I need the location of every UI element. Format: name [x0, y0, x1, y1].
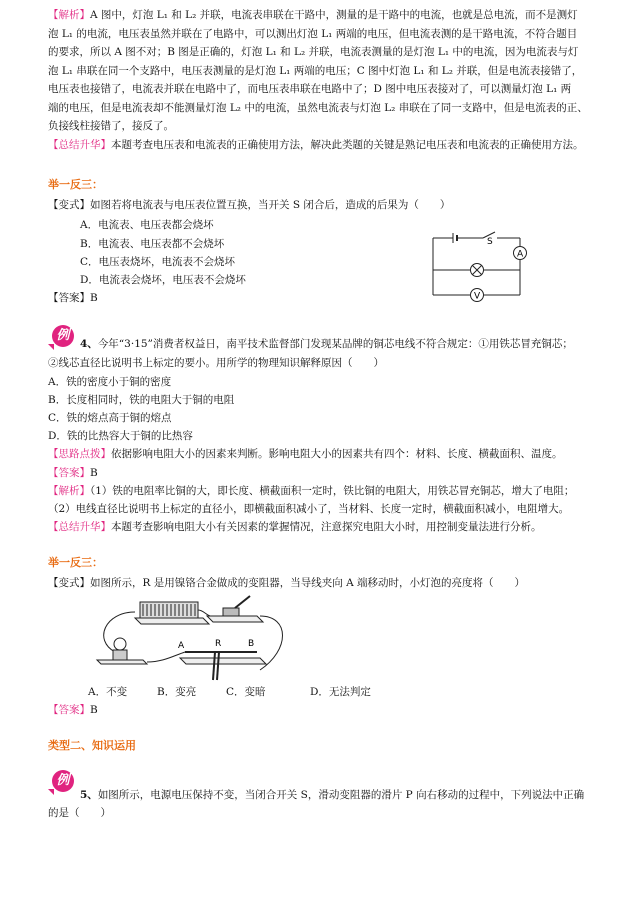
example4-analysis-2: （2）电线直径比说明书上标定的直径小，即横截面积减小了，当材料、长度一定时，横截面积减小，电阻增大。: [48, 503, 570, 515]
rheostat-apparatus-diagram: [85, 590, 325, 682]
analysis-line-4: 泡 L₁ 串联在同一个支路中，电压表测量的是灯泡 L₁ 两端的电压；C 图中灯泡 L₁ 和 L₂ 并联，但是电流表接错了，: [48, 64, 583, 77]
practice2-answer: 【答案】B: [48, 704, 98, 716]
lamp-base: [97, 660, 147, 664]
example4-option-b: B．长度相同时，铁的电阻大于铜的电阻: [48, 394, 235, 406]
label-r: R: [215, 639, 222, 649]
knife-switch-base: [207, 616, 263, 622]
rheostat-base: [180, 658, 266, 664]
practice2-option-d: D．无法判定: [310, 686, 371, 698]
example-badge-4: 例: [52, 325, 74, 347]
practice1-question: 【变式】如图若将电流表与电压表位置互换，当开关 S 闭合后，造成的后果为（ ）: [48, 199, 451, 211]
practice1-option-d: D．电流表会烧坏，电压表不会烧坏: [80, 274, 246, 286]
example5-stem-1: 5、如图所示，电源电压保持不变，当闭合开关 S，滑动变阻器的滑片 P 向右移动的过程中，下列说法中正确: [80, 789, 585, 801]
practice2-option-c: C．变暗: [226, 686, 266, 698]
label-b: B: [248, 639, 255, 649]
example4-option-a: A．铁的密度小于铜的密度: [48, 376, 172, 388]
voltmeter-label: V: [474, 291, 481, 302]
summary-line: 【总结升华】本题考查电压表和电流表的正确使用方法，解决此类题的关键是熟记电压表和电流表的正确使用方法。: [48, 138, 584, 151]
practice1-answer: 【答案】B: [48, 292, 98, 304]
switch-label: S: [487, 237, 493, 247]
practice1-option-a: A．电流表、电压表都会烧坏: [80, 219, 214, 231]
circuit-diagram-1: [425, 228, 535, 306]
example5-stem-2: 的是（ ）: [48, 807, 111, 819]
example-badge-5: 例: [52, 770, 74, 792]
analysis-block: [48, 6, 608, 154]
summary-tag: 【总结升华】: [48, 138, 111, 151]
label-a: A: [178, 641, 185, 651]
practice2-option-a: A．不变: [88, 686, 128, 698]
example4-hint: 【思路点拨】依据影响电阻大小的因素来判断。影响电阻大小的因素共有四个：材料、长度、横截面积、温度。: [48, 448, 563, 460]
ammeter-label: A: [517, 249, 524, 260]
example4-option-d: D．铁的比热容大于铜的比热容: [48, 430, 193, 442]
example4-stem-1: 4、今年“3·15”消费者权益日，南平技术监督部门发现某品牌的铜芯电线不符合规定：①用铁芯冒充铜芯；: [80, 338, 573, 350]
practice1-option-b: B．电流表、电压表都不会烧坏: [80, 238, 225, 250]
analysis-line-3: 的要求，所以 A 图不对；B 图是正确的，灯泡 L₁ 和 L₂ 并联，电流表测量的是灯泡 L₁ 中的电流，因为电流表与灯: [48, 46, 579, 58]
practice2-option-b: B．变亮: [157, 686, 197, 698]
example4-summary: 【总结升华】本题考查影响电阻大小有关因素的掌握情况，注意探究电阻大小时，用控制变量法进行分析。: [48, 521, 542, 533]
bulb: [114, 638, 126, 650]
top-resistor-box: [140, 602, 198, 618]
example4-answer: 【答案】B: [48, 467, 98, 479]
analysis-line-7: 负接线柱接错了，接反了。: [48, 120, 174, 132]
analysis-line-1: 【解析】A 图中，灯泡 L₁ 和 L₂ 并联，电流表串联在干路中，测量的是干路中的电流，也就是总电流，而不是测灯: [48, 9, 578, 21]
analysis-line-2: 泡 L₁ 的电流，电压表虽然并联在了电路中，可以测出灯泡 L₁ 两端的电压，但电流表测的是干路电流，不符合题目: [48, 27, 578, 40]
example4-stem-2: ②线芯直径比说明书上标定的要小。用所学的物理知识解释原因（ ）: [48, 357, 384, 369]
analysis-line-6: 端的电压，但是电流表却不能测量灯泡 L₂ 中的电流，虽然电流表与灯泡 L₂ 串联在了同一支路中，但是电流表的正、: [48, 101, 588, 114]
example4-option-c: C．铁的熔点高于铜的熔点: [48, 412, 172, 424]
analysis-line-5: 电压表也接错了，电流表并联在电路中了，而电压表串联在电路中了；D 图中电压表接对了，可以测量灯泡 L₁ 两: [48, 83, 572, 95]
type-two-heading: 类型二、知识运用: [48, 739, 136, 752]
analysis-tag: 【解析】: [48, 9, 90, 21]
practice2-question: 【变式】如图所示，R 是用镍铬合金做成的变阻器，当导线夹向 A 端移动时，小灯泡的亮度将（ ）: [48, 577, 525, 589]
practice1-option-c: C．电压表烧坏，电流表不会烧坏: [80, 256, 236, 268]
practice-heading-2: 举一反三：: [48, 556, 103, 569]
example4-analysis-1: 【解析】（1）铁的电阻率比铜的大，即长度、横截面积一定时，铁比铜的电阻大，用铁芯冒充铜芯，增大了电阻；: [48, 485, 575, 497]
practice-heading-1: 举一反三：: [48, 178, 103, 191]
